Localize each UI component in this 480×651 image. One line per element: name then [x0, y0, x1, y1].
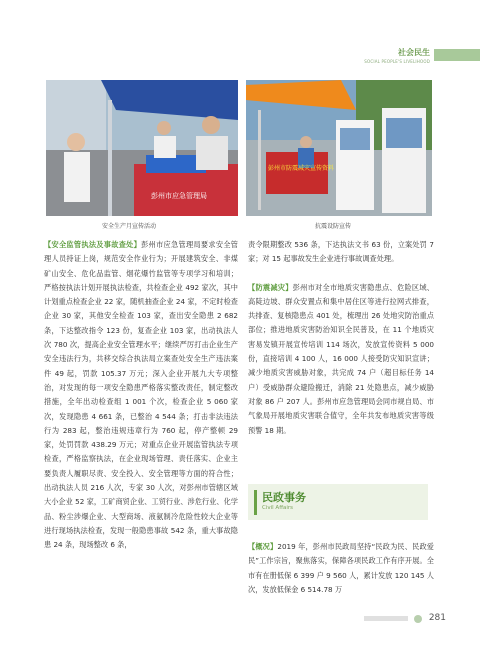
- caption-left: 安全生产月宣传活动: [102, 223, 157, 230]
- left-column: [44, 238, 238, 553]
- photo-safety-month: [46, 80, 238, 216]
- keyword-safety: 【安全监管执法及事故查处】: [44, 240, 142, 249]
- text-earthquake: 彭州市对全市地质灾害隐患点、危险区域、高陡边坡、群众安置点和集中居住区等进行拉网式排查，共排查、复核隐患点 401 处，梳理出 26 处地灾防治重点部位；推进地质灾害防治知识全民普及，在 11 个地质灾害易发镇开展宣传培训 114 场次，发放宣传资料 5 000 份，直接培训 4 100 人，16 000 人接受防灾知识宣讲；减少地质灾害威胁对象，共完成 74 户（超目标任务 14 户）受威胁群众避险搬迁，消除 21 处隐患点，减少威胁对象 86 户 207 人。彭州市应急管理局会同市规自局、市气象局开展地质灾害联合值守，全年共发布地质灾害等级预警 18 期。: [248, 282, 434, 435]
- photo-safety-month-illustration: [46, 80, 238, 216]
- photo-sign-text: 彭州市应急管理局: [151, 192, 207, 200]
- footer-line: [364, 616, 408, 621]
- paragraph-continued: 责令限期整改 536 条，下达执法文书 63 份，立案处罚 7 家；对 15 起事故发生企业进行事故调查处理。: [248, 240, 434, 264]
- section-title: 民政事务: [262, 491, 306, 504]
- header-bar: [434, 49, 480, 61]
- page-number: 281: [428, 613, 446, 623]
- paragraph-overview: [248, 540, 434, 597]
- photo-earthquake-promo: [246, 80, 432, 216]
- running-header: [360, 45, 480, 73]
- text-overview: 2019 年，彭州市民政局坚持“民政为民、民政爱民”工作宗旨，聚焦落实，保障各项民政工作有序开展。全市有在册低保 6 399 户 9 560 人，累计发放 120 145 人次，发放低保金 6 514.78 万: [248, 542, 434, 594]
- caption-right: 抗震设防宣传: [315, 223, 352, 230]
- footer-dot-icon: [414, 615, 422, 623]
- header-title: 社会民生: [398, 48, 430, 57]
- section-subtitle: Civil Affairs: [262, 505, 294, 511]
- header-subtitle: SOCIAL PEOPLE'S LIVELIHOOD: [364, 59, 430, 64]
- right-column: [248, 238, 434, 438]
- section-heading-civil-affairs: [248, 484, 428, 520]
- paragraph-safety-supervision: [44, 238, 238, 553]
- booth-sign-text: 彭州市防震减灾宣传资料: [268, 165, 335, 172]
- right-column-bottom: [248, 540, 434, 597]
- section-accent-bar: [254, 490, 257, 515]
- text-safety: 彭州市应急管理局要求安全管理人员持证上岗，规范安全作业行为；开展建筑安全、非煤矿山安全、危化品监管、烟花爆竹监管等专项学习和培训；严格按执法计划开展执法检查，共检查企业 492 家次，其中计划重点检查企业 22 家，随机抽查企业 24 家，不定时检查企业 30 家，其他安全检查 103 家，查出安全隐患 2 682 条，下达整改指令 123 份，复查企业 103 家，出动执法人次 780 次，提高企业安全管理水平；继续严厉打击企业生产安全违法行为，共移交综合执法局立案查处安全生产违法案件 49 起，罚款 105.37 万元；深入企业开展九大专项整治，对发现的每一项安全隐患严格落实整改责任，制定整改措施，全年出动检查组 1 001 个次，检查企业 5 060 家次，发现隐患 4 661 条，已整治 4 544 条；打击非法违法行为 283 起，整治违规违章行为 760 起，停产整顿 29 家，处罚罚款 438.29 万元；对重点企业开展监管执法专项检查，严格监察执法，在企业现场管理、责任落实、企业主要负责人履职尽责、安全投入、安全管理等方面的符合性；出动执法人员 216 人次，专家 30 人次，对彭州市管辖区域大小企业 52 家，工矿商贸企业、工贸行业、涉危行业、化学品、粉尘涉爆企业、大型商场、液氨制冷危险性较大企业等进行现场执法检查，发现一般隐患事故 542 条，重大事故隐患 24 条，现场整改 6 条，: [44, 240, 238, 550]
- keyword-overview: 【概况】: [248, 542, 278, 551]
- photo-earthquake-promo-illustration: [246, 80, 432, 216]
- paragraph-earthquake: [248, 281, 434, 438]
- keyword-earthquake: 【防震减灾】: [248, 282, 293, 292]
